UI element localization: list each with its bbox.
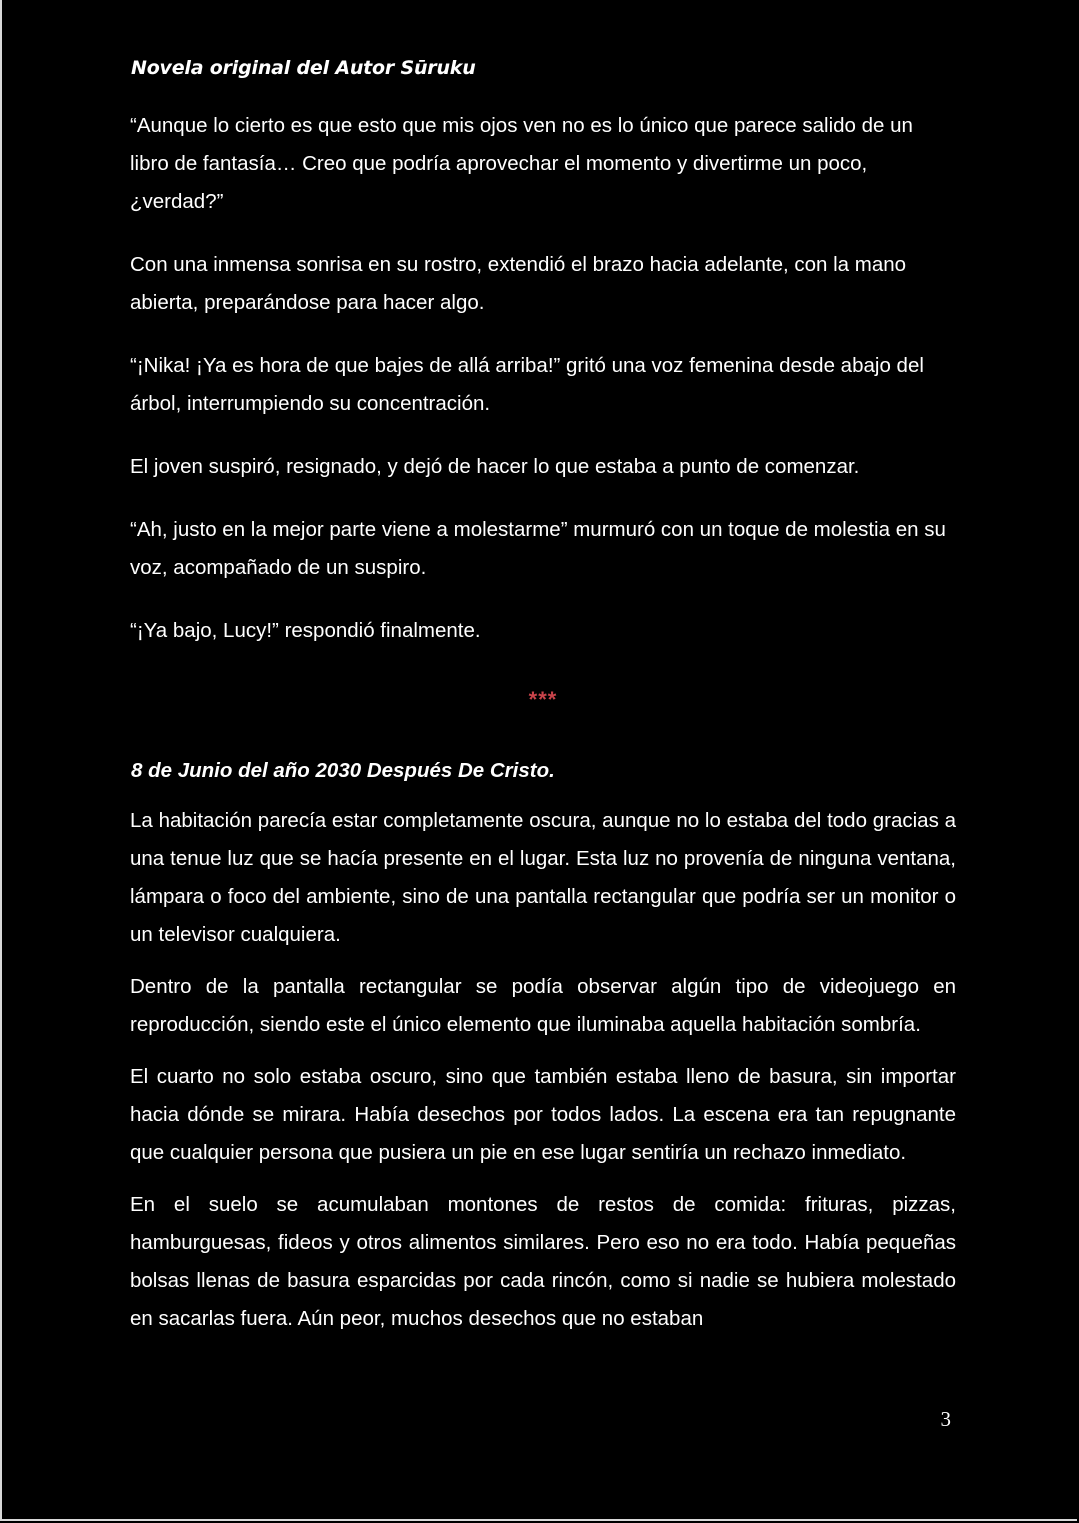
- scene-separator: ***: [528, 687, 558, 712]
- running-header: Novela original del Autor Sūruku: [131, 57, 476, 79]
- page-content: [130, 54, 956, 1352]
- paragraph: “Aunque lo cierto es que esto que mis ojos ven no es lo único que parece salido de un libro de fantasía… Creo que podría aprovechar el momento y divertirme un poco, ¿verdad?”: [130, 114, 913, 213]
- paragraph: Con una inmensa sonrisa en su rostro, extendió el brazo hacia adelante, con la mano abierta, preparándose para hacer algo.: [130, 253, 907, 314]
- paragraph: La habitación parecía estar completamente oscura, aunque no lo estaba del todo gracias a una tenue luz que se hacía presente en el lugar. Esta luz no provenía de ninguna ventana, lámpara o foco del ambiente, sino de una pantalla rectangular que podría ser un monitor o un televisor cualquiera.: [130, 809, 956, 946]
- paragraph: “¡Ya bajo, Lucy!” respondió finalmente.: [130, 619, 481, 642]
- paragraph: “Ah, justo en la mejor parte viene a molestarme” murmuró con un toque de molestia en su voz, acompañado de un suspiro.: [130, 518, 946, 579]
- paragraph: El cuarto no solo estaba oscuro, sino que también estaba lleno de basura, sin importar hacia dónde se mirara. Había desechos por todos lados. La escena era tan repugnante que cualquier persona que pusiera un pie en ese lugar sentiría un rechazo inmediato.: [130, 1065, 956, 1164]
- paragraph: El joven suspiró, resignado, y dejó de hacer lo que estaba a punto de comenzar.: [130, 455, 860, 478]
- paragraph: Dentro de la pantalla rectangular se podía observar algún tipo de videojuego en reproducción, siendo este el único elemento que iluminaba aquella habitación sombría.: [130, 975, 956, 1036]
- page-number: 3: [940, 1407, 951, 1431]
- date-heading: 8 de Junio del año 2030 Después De Cristo.: [131, 759, 555, 782]
- paragraph: “¡Nika! ¡Ya es hora de que bajes de allá arriba!” gritó una voz femenina desde abajo del árbol, interrumpiendo su concentración.: [130, 354, 924, 415]
- paragraph: En el suelo se acumulaban montones de restos de comida: frituras, pizzas, hamburguesas, fideos y otros alimentos similares. Pero eso no era todo. Había pequeñas bolsas llenas de basura esparcidas por cada rincón, como si nadie se hubiera molestado en sacarlas fuera. Aún peor, muchos desechos que no estaban: [130, 1193, 956, 1330]
